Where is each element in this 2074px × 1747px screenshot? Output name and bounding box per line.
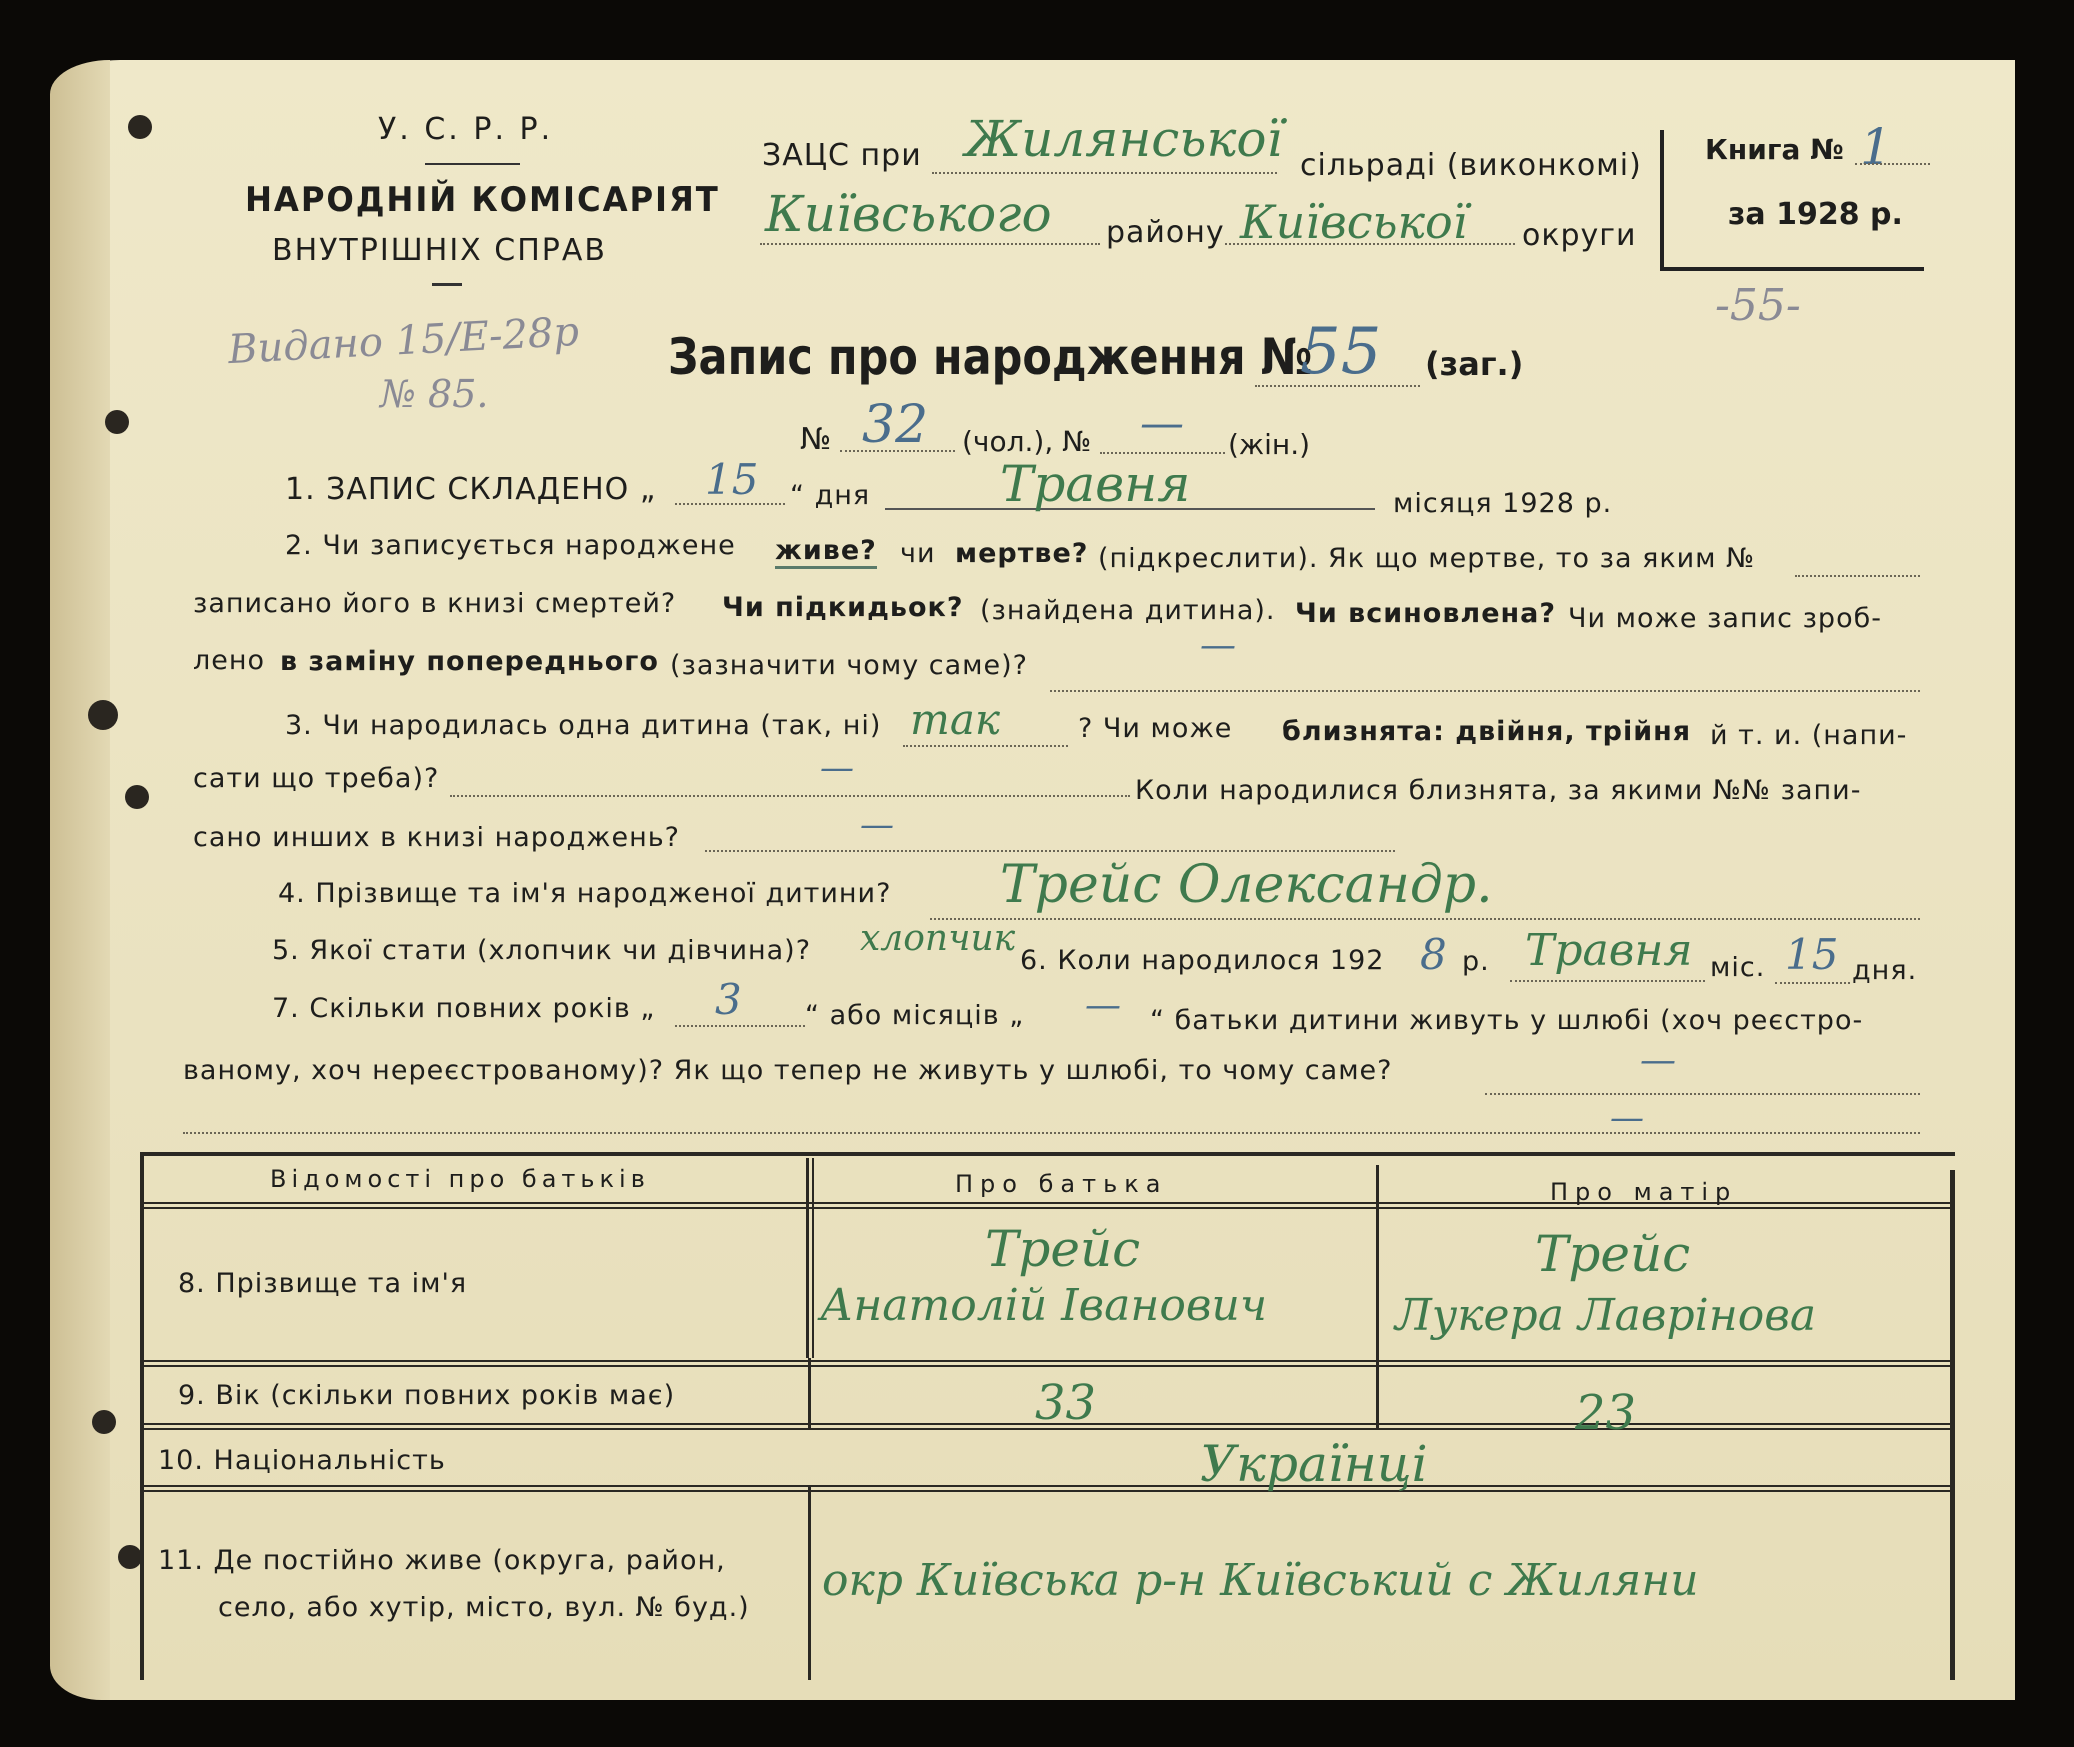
header-rule: [425, 163, 520, 165]
binding-hole: [125, 785, 149, 809]
q2-line1c: (підкреслити). Як що мертве, то за яким №: [1098, 543, 1756, 574]
q6-month-label: міс.: [1710, 952, 1766, 983]
q1-month: Травня: [1000, 455, 1191, 513]
female-label: (жін.): [1228, 428, 1311, 461]
binding-hole: [105, 410, 129, 434]
q2-replace: в заміну попереднього: [280, 646, 659, 677]
q6-year-digit: 8: [1420, 930, 1447, 979]
mother-surname: Трейс: [1535, 1225, 1691, 1283]
nationality-value: Українці: [1200, 1435, 1428, 1493]
q7-months: —: [1085, 985, 1121, 1026]
row-nationality-label: 10. Національність: [158, 1445, 446, 1476]
binding-hole: [128, 115, 152, 139]
residence-value: окр Київська р-н Київський с Жиляни: [822, 1555, 1699, 1606]
q2-line2b: (знайдена дитина).: [980, 595, 1276, 626]
table-header-parents: Відомості про батьків: [270, 1165, 650, 1193]
q2-line3b: (зазначити чому саме)?: [670, 650, 1028, 681]
row-residence-label-1: 11. Де постійно живе (округа, район,: [158, 1545, 726, 1576]
male-prefix: №: [800, 422, 832, 457]
father-age: 33: [1035, 1375, 1097, 1431]
q6-day-label: дня.: [1852, 955, 1918, 986]
q1-day: 15: [705, 455, 759, 504]
q3-line2b: Коли народилися близнята, за якими №№ запи-: [1135, 775, 1862, 806]
q6-month: Травня: [1525, 925, 1693, 976]
q2-found: Чи підкидьок?: [722, 592, 964, 623]
district-value: Київського: [765, 185, 1052, 243]
q4-answer: Трейс Олександр.: [1000, 855, 1493, 915]
binding-hole: [92, 1410, 116, 1434]
q7-years: 3: [715, 975, 742, 1024]
q3-line1c: й т. и. (напи-: [1710, 720, 1908, 751]
okrug-label: округи: [1522, 218, 1637, 253]
q6-label: 6. Коли народилося 192: [1020, 945, 1385, 976]
q6-day: 15: [1785, 930, 1839, 979]
q2-answer: —: [1200, 625, 1236, 666]
male-number: 32: [862, 395, 929, 455]
q3-line2-answer: —: [820, 748, 854, 788]
table-header-mother: Про матір: [1550, 1178, 1738, 1206]
q3-line3a: сано инших в книзі народжень?: [193, 822, 680, 853]
district-label: району: [1106, 215, 1225, 250]
q4-label: 4. Прізвище та ім'я народженої дитини?: [278, 878, 892, 909]
female-number: —: [1140, 398, 1184, 449]
q3-line1b: ? Чи може: [1078, 713, 1233, 744]
zags-label: ЗАЦС при: [762, 138, 922, 173]
country-abbrev: У. С. Р. Р.: [378, 112, 554, 147]
issued-note: Видано 15/Е-28р: [227, 308, 581, 374]
book-year: за 1928 р.: [1728, 197, 1903, 232]
q3-line1a: 3. Чи народилась одна дитина (так, ні): [285, 710, 882, 741]
record-title: Запис про народження №: [668, 328, 1313, 386]
q7-answer2: —: [1610, 1098, 1644, 1138]
row-name-label: 8. Прізвище та ім'я: [178, 1268, 468, 1299]
q3-line3-answer: —: [860, 805, 894, 845]
ministry-title: НАРОДНІЙ КОМІСАРІЯТ: [245, 180, 720, 220]
table-border: [140, 1152, 1955, 1156]
book-label: Книга №: [1705, 133, 1844, 166]
council-label: сільраді (виконкомі): [1300, 148, 1642, 183]
q2-line2a: записано його в книзі смертей?: [193, 588, 677, 619]
side-number: -55-: [1715, 280, 1801, 331]
table-header-father: Про батька: [955, 1170, 1168, 1198]
q7-line1a: 7. Скільки повних років „: [272, 993, 656, 1024]
header-rule: [432, 283, 462, 286]
binding-hole: [118, 1545, 142, 1569]
mother-age: 23: [1575, 1385, 1637, 1441]
book-number: 1: [1860, 118, 1892, 176]
q2-alive: живе?: [775, 535, 877, 569]
q3-answer: так: [910, 695, 1000, 744]
row-age-label: 9. Вік (скільки повних років має): [178, 1380, 676, 1411]
row-residence-label-2: село, або хутір, місто, вул. № буд.): [218, 1592, 750, 1623]
q2-line1b: чи: [900, 538, 936, 569]
q3-line2a: сати що треба)?: [193, 763, 440, 794]
male-label: (чол.), №: [962, 425, 1092, 458]
q1-label: 1. ЗАПИС СКЛАДЕНО „: [285, 472, 657, 507]
ministry-subtitle: ВНУТРІШНІХ СПРАВ: [272, 233, 607, 268]
q2-line1a: 2. Чи записується народжене: [285, 530, 736, 561]
issued-note-number: № 85.: [380, 372, 489, 416]
q2-dead: мертве?: [955, 538, 1089, 569]
father-surname: Трейс: [985, 1220, 1141, 1278]
record-suffix: (заг.): [1425, 345, 1524, 383]
q6-year-label: р.: [1462, 946, 1490, 977]
zags-value: Жилянської: [965, 110, 1283, 168]
q7-line1c: “ батьки дитини живуть у шлюбі (хоч реєстро-: [1150, 1005, 1864, 1036]
q5-answer: хлопчик: [860, 918, 1016, 959]
q3-twins: близнята: двійня, трійня: [1282, 716, 1692, 747]
q1-month-label: місяця 1928 р.: [1393, 488, 1613, 519]
okrug-value: Київської: [1240, 195, 1468, 249]
q5-label: 5. Якої стати (хлопчик чи дівчина)?: [272, 935, 812, 966]
q2-adopt: Чи всиновлена?: [1295, 598, 1557, 629]
record-number: 55: [1300, 315, 1382, 389]
q7-line1b: “ або місяців „: [805, 1000, 1025, 1031]
q2-line2c: Чи може запис зроб-: [1568, 603, 1882, 634]
father-name: Анатолій Іванович: [820, 1280, 1268, 1331]
q7-answer: —: [1640, 1040, 1676, 1081]
q7-line2: ваному, хоч нереєстрованому)? Як що тепер не живуть у шлюбі, то чому саме?: [183, 1055, 1393, 1086]
binding-hole: [88, 700, 118, 730]
mother-name: Лукера Лаврінова: [1395, 1290, 1817, 1341]
q2-line3a: лено: [193, 645, 266, 676]
q1-day-label: “ дня: [790, 480, 871, 511]
